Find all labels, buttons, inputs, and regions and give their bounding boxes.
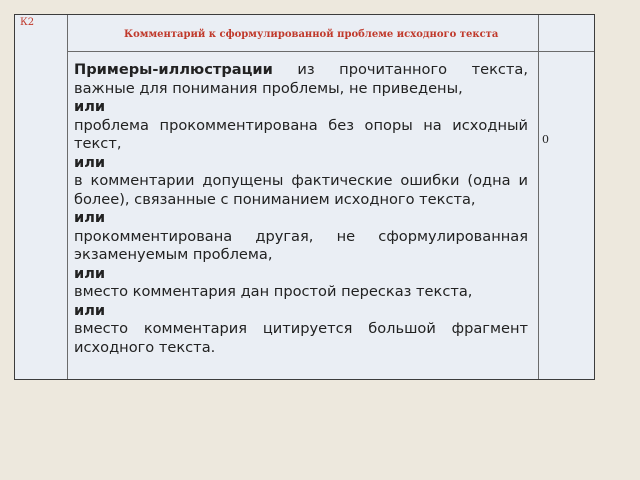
or-separator: или [74,264,106,282]
description-lead-paragraph [74,61,528,98]
column-divider [67,15,68,379]
column-divider [538,15,539,379]
description-item: прокомментирована другая, не сформулированная экзаменуемым проблема, [74,227,528,263]
or-separator: или [74,98,106,115]
or-separator: или [74,301,106,319]
or-separator: или [74,153,106,171]
description-lead: Примеры-иллюстрации [74,61,273,78]
row-divider [67,51,594,52]
criterion-code: К2 [20,17,35,28]
description-item: вместо комментария дан простой пересказ текста, [74,283,473,300]
description-lead-rest: из прочитанного текста, важные для понимания проблемы, не приведены, [74,61,528,97]
or-separator: или [74,209,106,226]
description-item: вместо комментария цитируется большой фрагмент исходного текста. [74,320,528,356]
criterion-title: Комментарий к сформулированной проблеме исходного текста [124,29,499,40]
description-item: проблема прокомментирована без опоры на исходный текст, [74,116,528,152]
description-item: в комментарии допущены фактические ошибки (одна и более), связанные с пониманием исходного текста, [74,172,528,208]
criterion-description [74,61,528,357]
score-value: 0 [542,133,549,146]
